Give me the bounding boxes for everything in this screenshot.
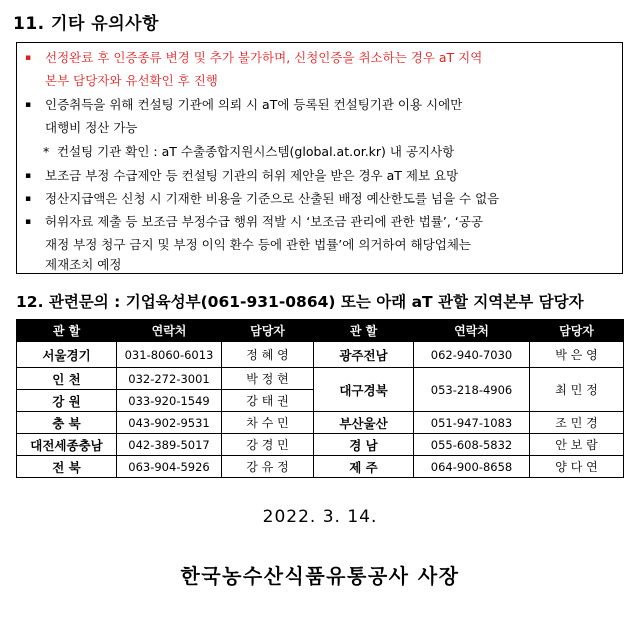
person-cell: 차 수 민 bbox=[222, 412, 314, 434]
header-person: 담당자 bbox=[222, 320, 314, 342]
phone-cell: 064-900-8658 bbox=[414, 456, 530, 478]
region-cell: 경 남 bbox=[314, 434, 414, 456]
note-3: ▪ 보조금 부정 수급제안 등 컨설팅 기관의 허위 제안을 받은 경우 aT 제보 요망 bbox=[25, 164, 458, 188]
phone-cell: 062-940-7030 bbox=[414, 342, 530, 368]
bullet-icon: ▪ bbox=[25, 217, 32, 227]
table-header-row bbox=[17, 320, 624, 342]
header-region: 관 할 bbox=[17, 320, 117, 342]
table-row bbox=[17, 342, 624, 368]
note-4: ▪ 정산지급액은 신청 시 기재한 비용을 기준으로 산출된 배정 예산한도를 넘을 수 없음 bbox=[25, 187, 499, 211]
note-5-cont: 재정 부정 청구 금지 및 부정 이익 환수 등에 관한 법률’에 의거하여 해당업체는 bbox=[45, 237, 471, 252]
table-row bbox=[17, 412, 624, 434]
header-phone: 연락처 bbox=[117, 320, 222, 342]
note-5: ▪ 허위자료 제출 등 보조금 부정수급 행위 적발 시 ‘보조금 관리에 관한 법률’, ‘공공 bbox=[25, 210, 483, 234]
asterisk-mark: * bbox=[43, 144, 50, 159]
note-5-cont2: 제재조치 예정 bbox=[45, 257, 122, 272]
region-cell: 광주전남 bbox=[314, 342, 414, 368]
contact-table bbox=[16, 319, 624, 478]
note-2-sub: * 컨설팅 기관 확인 : aT 수출종합지원시스템(global.at.or.kr) 내 공지사항 bbox=[43, 140, 454, 163]
bullet-icon: ▪ bbox=[25, 53, 32, 63]
note-2: ▪ 인증취득을 위해 컨설팅 기관에 의뢰 시 aT에 등록된 컨설팅기관 이용 시에만 bbox=[25, 93, 462, 117]
region-cell: 대구경북 bbox=[314, 368, 414, 412]
header-region: 관 할 bbox=[314, 320, 414, 342]
phone-cell: 031-8060-6013 bbox=[117, 342, 222, 368]
section-11-title: 11. 기타 유의사항 bbox=[13, 14, 159, 34]
person-cell: 강 유 정 bbox=[222, 456, 314, 478]
table-row bbox=[17, 434, 624, 456]
note-1: ▪ 선정완료 후 인증종류 변경 및 추가 불가하며, 신청인증을 취소하는 경우 aT 지역 bbox=[25, 46, 482, 70]
bullet-icon: ▪ bbox=[25, 100, 32, 110]
note-2-cont: 대행비 정산 가능 bbox=[45, 120, 138, 135]
region-cell: 서울경기 bbox=[17, 342, 117, 368]
region-cell: 강 원 bbox=[17, 390, 117, 412]
person-cell: 정 혜 영 bbox=[222, 342, 314, 368]
person-cell: 박 은 영 bbox=[530, 342, 624, 368]
phone-cell: 063-904-5926 bbox=[117, 456, 222, 478]
section-12-title: 12. 관련문의 : 기업육성부(061-931-0864) 또는 아래 aT 관할 지역본부 담당자 bbox=[16, 293, 584, 311]
person-cell: 강 경 민 bbox=[222, 434, 314, 456]
issuer-signature: 한국농수산식품유통공사 사장 bbox=[180, 564, 460, 588]
phone-cell: 042-389-5017 bbox=[117, 434, 222, 456]
phone-cell: 055-608-5832 bbox=[414, 434, 530, 456]
phone-cell: 043-902-9531 bbox=[117, 412, 222, 434]
table-row bbox=[17, 368, 624, 390]
phone-cell: 053-218-4906 bbox=[414, 368, 530, 412]
phone-cell: 032-272-3001 bbox=[117, 368, 222, 390]
region-cell: 인 천 bbox=[17, 368, 117, 390]
notes-box bbox=[16, 42, 623, 274]
person-cell: 박 정 현 bbox=[222, 368, 314, 390]
header-phone: 연락처 bbox=[414, 320, 530, 342]
phone-cell: 051-947-1083 bbox=[414, 412, 530, 434]
person-cell: 강 태 권 bbox=[222, 390, 314, 412]
region-cell: 전 북 bbox=[17, 456, 117, 478]
document-date: 2022. 3. 14. bbox=[262, 507, 378, 527]
table-row bbox=[17, 456, 624, 478]
phone-cell: 033-920-1549 bbox=[117, 390, 222, 412]
region-cell: 제 주 bbox=[314, 456, 414, 478]
bullet-icon: ▪ bbox=[25, 194, 32, 204]
header-person: 담당자 bbox=[530, 320, 624, 342]
person-cell: 안 보 람 bbox=[530, 434, 624, 456]
person-cell: 양 다 연 bbox=[530, 456, 624, 478]
region-cell: 부산울산 bbox=[314, 412, 414, 434]
note-1-cont: 본부 담당자와 유선확인 후 진행 bbox=[45, 73, 218, 88]
region-cell: 충 북 bbox=[17, 412, 117, 434]
bullet-icon: ▪ bbox=[25, 171, 32, 181]
region-cell: 대전세종충남 bbox=[17, 434, 117, 456]
person-cell: 최 민 정 bbox=[530, 368, 624, 412]
person-cell: 조 민 경 bbox=[530, 412, 624, 434]
